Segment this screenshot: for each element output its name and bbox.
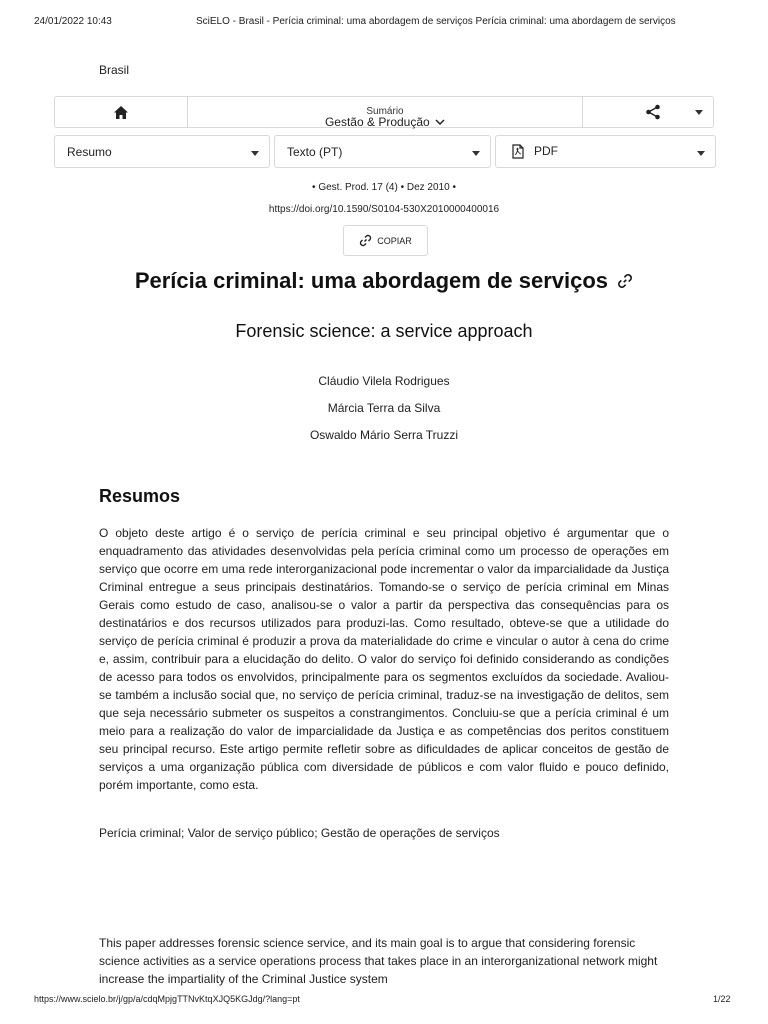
citation-line: • Gest. Prod. 17 (4) • Dez 2010 • — [312, 182, 456, 193]
journal-menu[interactable] — [188, 97, 583, 127]
article-subtitle: Forensic science: a service approach — [235, 321, 533, 341]
abstracts-heading: Resumos — [99, 486, 181, 506]
section-select[interactable] — [54, 135, 270, 168]
section-select-value: Resumo — [67, 145, 112, 159]
share-button[interactable] — [583, 97, 713, 127]
text-language-caret-icon — [472, 151, 480, 156]
copy-label: COPIAR — [377, 235, 412, 246]
home-icon — [113, 105, 129, 120]
home-button[interactable] — [55, 97, 188, 127]
print-page-title: SciELO - Brasil - Perícia criminal: uma abordagem de serviços Perícia criminal: uma abordagem de serviços — [196, 16, 676, 27]
share-caret-icon — [695, 110, 703, 115]
summary-label: Sumário — [366, 106, 404, 117]
abstract-pt: O objeto deste artigo é o serviço de perícia criminal e seu principal objetivo é argumentar que o enquadramento das atividades desenvolvidas pela perícia criminal como um processo de operações em serviço que ocorre em uma rede interorganizacional pode incrementar o valor da imparcialidade da Justiça Criminal entregue a seus principais destinatários. Tomando-se o serviço de perícia criminal em Minas Gerais como estudo de caso, analisou-se o valor a partir da perspectiva das consequências para os destinatários e dos recursos utilizados para produzi-las. Como resultado, obteve-se que a utilidade do serviço de perícia criminal é produzir a prova da materialidade do crime e vincular o autor à cena do crime e, assim, contribuir para a elucidação do delito. O valor do serviço foi definido considerando as condições de acesso para todos os envolvidos, principalmente para os segmentos excluídos da sociedade. Avaliou-se também a inclusão social que, no serviço de perícia criminal, traduz-se na investigação de delitos, sem que seja necessário submeter os suspeitos a constrangimentos. Concluiu-se que a perícia criminal é um meio para a realização do valor de imparcialidade da Justiça e as competências dos peritos constituem seu principal recurso. Este artigo permite refletir sobre as dificuldades de aplicar conceitos de gestão de serviços a uma organização pública com diversidade de públicos e com valor fluido e pouco definido, porém importante, como esta. — [99, 526, 669, 792]
author-name[interactable]: Márcia Terra da Silva — [327, 401, 441, 415]
pdf-select[interactable] — [495, 135, 716, 168]
text-language-select[interactable] — [274, 135, 491, 168]
share-icon — [645, 104, 661, 120]
author-name[interactable]: Oswaldo Mário Serra Truzzi — [309, 428, 459, 442]
author-name[interactable]: Cláudio Vilela Rodrigues — [318, 374, 450, 388]
print-page-number: 1/22 — [713, 994, 731, 1004]
permalink-icon[interactable] — [617, 273, 633, 289]
pdf-caret-icon — [697, 151, 705, 156]
doi-link[interactable]: https://doi.org/10.1590/S0104-530X2010000400016 — [268, 204, 500, 215]
section-caret-icon — [251, 151, 259, 156]
article-title-text: Perícia criminal: uma abordagem de serviços — [134, 268, 609, 293]
print-url: https://www.scielo.br/j/gp/a/cdqMpjgTTNvKtqXJQ5KGJdg/?lang=pt — [34, 994, 300, 1004]
abstract-en: This paper addresses forensic science service, and its main goal is to argue that considering forensic science activities as a service operations process that takes place in an interorganizational network might increase the impartiality of the Criminal Justice system — [99, 936, 658, 986]
chevron-down-icon — [435, 119, 445, 126]
article-title — [0, 268, 768, 294]
text-language-value: Texto (PT) — [287, 145, 343, 159]
pdf-file-icon — [512, 144, 524, 159]
journal-navbar — [54, 96, 714, 128]
link-icon — [359, 234, 372, 247]
copy-doi-button[interactable] — [343, 225, 428, 256]
pdf-label: PDF — [534, 144, 558, 158]
print-timestamp: 24/01/2022 10:43 — [34, 16, 112, 27]
journal-name-dropdown[interactable] — [188, 115, 582, 129]
keywords-pt: Perícia criminal; Valor de serviço público; Gestão de operações de serviços — [99, 826, 500, 840]
journal-name: Gestão & Produção — [324, 115, 430, 129]
country-label: Brasil — [99, 63, 130, 77]
